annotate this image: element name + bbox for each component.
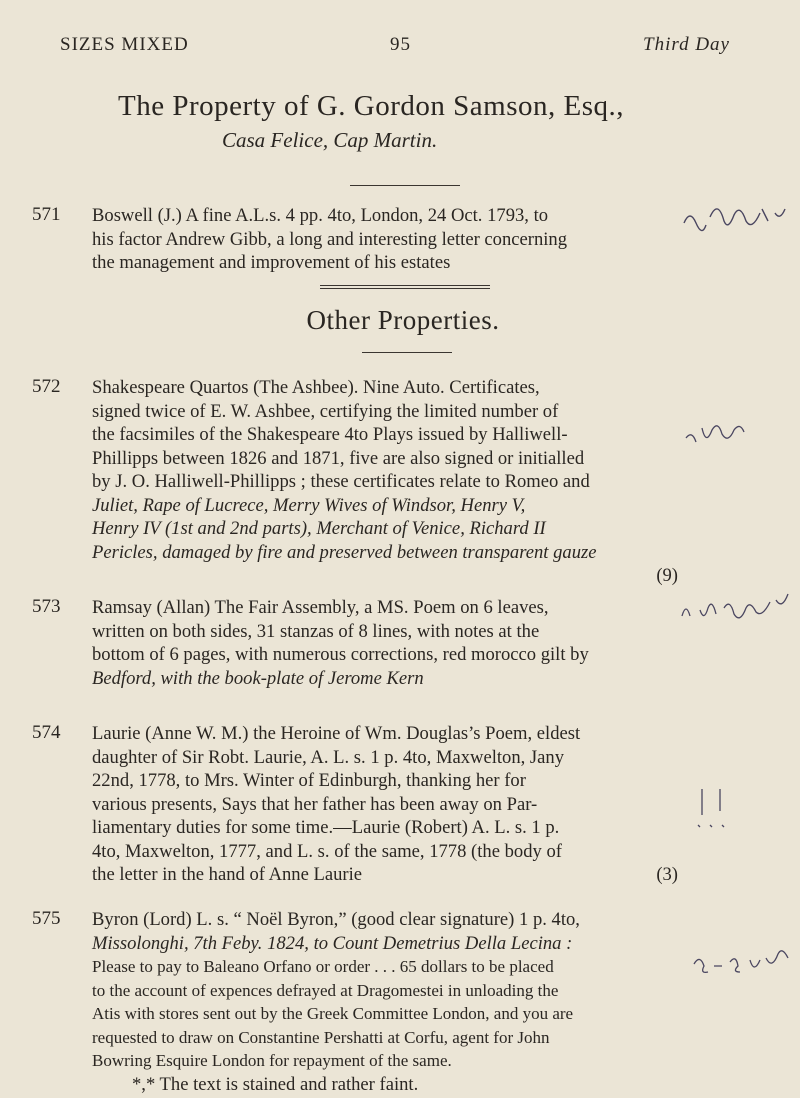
lot-line: the management and improvement of his estates [92, 252, 451, 273]
running-head-left: SIZES MIXED [60, 34, 189, 55]
lot-description [92, 596, 678, 690]
lot-number: 574 [32, 722, 61, 743]
lot-line: 4to, Maxwelton, 1777, and L. s. of the same, 1778 (the body of [92, 840, 562, 862]
divider-rule [362, 352, 452, 353]
lot-line: requested to draw on Constantine Pershatti at Corfu, agent for John [92, 1027, 550, 1047]
divider-rule [320, 285, 490, 286]
lot-line: Ramsay (Allan) The Fair Assembly, a MS. Poem on 6 leaves, [92, 597, 549, 618]
lot-line: by J. O. Halliwell-Phillipps ; these certificates relate to Romeo and [92, 471, 590, 492]
lot-line: written on both sides, 31 stanzas of 8 lines, with notes at the [92, 620, 540, 642]
lot-description [92, 376, 678, 588]
lot-line: Missolonghi, 7th Feby. 1824, to Count Demetrius Della Lecina : [92, 932, 573, 954]
lot-line: Bedford, with the book-plate of Jerome Kern [92, 667, 424, 689]
lot-note: *,* The text is stained and rather faint. [132, 1073, 419, 1095]
running-head-right: Third Day [643, 34, 730, 55]
lot-line: his factor Andrew Gibb, a long and interesting letter concerning [92, 228, 568, 250]
lot-line: Boswell (J.) A fine A.L.s. 4 pp. 4to, London, 24 Oct. 1793, to [92, 205, 549, 226]
lot-number: 572 [32, 376, 61, 397]
pencil-annotation [676, 588, 796, 628]
pencil-annotation [690, 785, 740, 835]
lot-number: 575 [32, 908, 61, 929]
lot-number: 573 [32, 596, 61, 617]
lot-line: the letter in the hand of Anne Laurie [92, 864, 363, 885]
lot-line: Bowring Esquire London for repayment of the same. [92, 1051, 452, 1070]
running-head [60, 34, 730, 58]
lot-description [92, 722, 678, 887]
lot-line: to the account of expences defrayed at Dragomestei in unloading the [92, 980, 559, 1000]
lot-line: Henry IV (1st and 2nd parts), Merchant of Venice, Richard II [92, 518, 546, 539]
section-heading: Other Properties. [306, 305, 500, 335]
pencil-annotation [680, 195, 790, 245]
lot-description [92, 204, 678, 275]
owner-title: The Property of G. Gordon Samson, Esq., [118, 90, 625, 122]
lot-line: 22nd, 1778, to Mrs. Winter of Edinburgh, thanking her for [92, 770, 526, 791]
divider-rule [320, 288, 490, 289]
lot-line: Pericles, damaged by fire and preserved between transparent gauze [92, 541, 597, 563]
lot-line: signed twice of E. W. Ashbee, certifying the limited number of [92, 400, 559, 422]
owner-address: Casa Felice, Cap Martin. [222, 128, 438, 152]
lot-line: bottom of 6 pages, with numerous corrections, red morocco gilt by [92, 644, 589, 665]
lot-line: Atis with stores sent out by the Greek Committee London, and you are [92, 1004, 574, 1023]
lot-line: various presents, Says that her father has been away on Par- [92, 793, 538, 815]
lot-line: liamentary duties for some time.—Laurie (Robert) A. L. s. 1 p. [92, 817, 560, 838]
lot-number: 571 [32, 204, 61, 225]
lot-line: daughter of Sir Robt. Laurie, A. L. s. 1 p. 4to, Maxwelton, Jany [92, 746, 565, 768]
divider-rule [350, 185, 460, 186]
pencil-annotation [680, 418, 770, 458]
lot-line: Juliet, Rape of Lucrece, Merry Wives of Windsor, Henry V, [92, 494, 526, 516]
lot-line: the facsimiles of the Shakespeare 4to Plays issued by Halliwell- [92, 424, 568, 445]
pencil-annotation [690, 944, 795, 988]
lot-price: (3) [656, 864, 678, 885]
lot-description [92, 908, 678, 1096]
lot-line: Byron (Lord) L. s. “ Noël Byron,” (good clear signature) 1 p. 4to, [92, 909, 580, 930]
page-number: 95 [390, 34, 411, 55]
lot-line: Phillipps between 1826 and 1871, five are also signed or initialled [92, 447, 585, 469]
lot-line: Shakespeare Quartos (The Ashbee). Nine Auto. Certificates, [92, 377, 540, 398]
lot-line: Laurie (Anne W. M.) the Heroine of Wm. Douglas’s Poem, eldest [92, 723, 581, 744]
lot-price: (9) [656, 565, 678, 586]
lot-line: Please to pay to Baleano Orfano or order . . . 65 dollars to be placed [92, 957, 554, 976]
